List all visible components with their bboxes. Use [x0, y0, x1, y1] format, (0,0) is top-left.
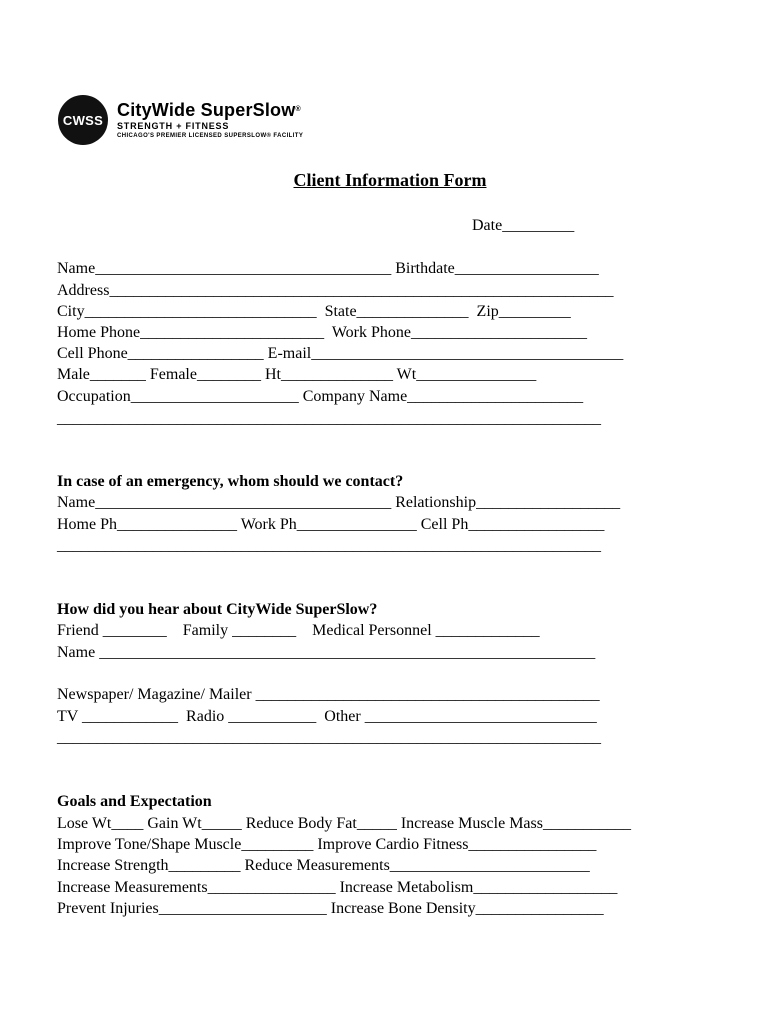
- form-title: Client Information Form: [293, 170, 487, 190]
- goals-row-2[interactable]: Improve Tone/Shape Muscle_________ Improve Cardio Fitness________________: [57, 836, 597, 853]
- separator-line-3[interactable]: ____________________________________________________________________: [57, 729, 601, 746]
- logo-brand-name: [117, 100, 303, 120]
- home-work-phone-field[interactable]: Home Phone_______________________ Work Phone______________________: [57, 324, 587, 341]
- city-state-zip-field[interactable]: City_____________________________ State______________ Zip_________: [57, 303, 571, 320]
- logo-subtitle: CHICAGO'S PREMIER LICENSED SUPERSLOW® FACILITY: [117, 132, 304, 139]
- logo-registered-mark: ®: [295, 105, 301, 113]
- goals-row-4[interactable]: Increase Measurements________________ Increase Metabolism__________________: [57, 879, 618, 896]
- referral-name-field[interactable]: Name ______________________________________________________________: [57, 644, 596, 661]
- company-logo: [58, 95, 303, 145]
- logo-text-block: [117, 100, 303, 141]
- goals-row-3[interactable]: Increase Strength_________ Reduce Measurements_________________________: [57, 857, 590, 874]
- goals-heading: Goals and Expectation: [57, 793, 212, 810]
- goals-row-1[interactable]: Lose Wt____ Gain Wt_____ Reduce Body Fat_____ Increase Muscle Mass___________: [57, 815, 631, 832]
- referral-tv-radio-other-field[interactable]: TV ____________ Radio ___________ Other _____________________________: [57, 708, 597, 725]
- emergency-heading: In case of an emergency, whom should we contact?: [57, 473, 404, 490]
- male-female-ht-wt-field[interactable]: Male_______ Female________ Ht______________ Wt_______________: [57, 366, 537, 383]
- referral-newspaper-field[interactable]: Newspaper/ Magazine/ Mailer ___________________________________________: [57, 686, 600, 703]
- separator-line-2[interactable]: ____________________________________________________________________: [57, 537, 601, 554]
- occupation-company-field[interactable]: Occupation_____________________ Company Name______________________: [57, 388, 584, 405]
- emergency-phones-field[interactable]: Home Ph_______________ Work Ph_______________ Cell Ph_________________: [57, 516, 605, 533]
- address-field[interactable]: Address_______________________________________________________________: [57, 282, 614, 299]
- cell-email-field[interactable]: Cell Phone_________________ E-mail_______________________________________: [57, 345, 624, 362]
- logo-tagline: STRENGTH + FITNESS: [117, 120, 230, 131]
- name-birthdate-field[interactable]: Name_____________________________________ Birthdate__________________: [57, 260, 599, 277]
- logo-badge: CWSS: [58, 95, 108, 145]
- referral-heading: How did you hear about CityWide SuperSlow?: [57, 601, 378, 618]
- separator-line-1[interactable]: ____________________________________________________________________: [57, 410, 601, 427]
- date-field[interactable]: Date_________: [472, 217, 575, 234]
- logo-brand-text: CityWide SuperSlow: [117, 99, 296, 120]
- goals-row-5[interactable]: Prevent Injuries_____________________ Increase Bone Density________________: [57, 900, 604, 917]
- emergency-name-field[interactable]: Name_____________________________________ Relationship__________________: [57, 494, 621, 511]
- referral-friend-family-medical-field[interactable]: Friend ________ Family ________ Medical Personnel _____________: [57, 622, 540, 639]
